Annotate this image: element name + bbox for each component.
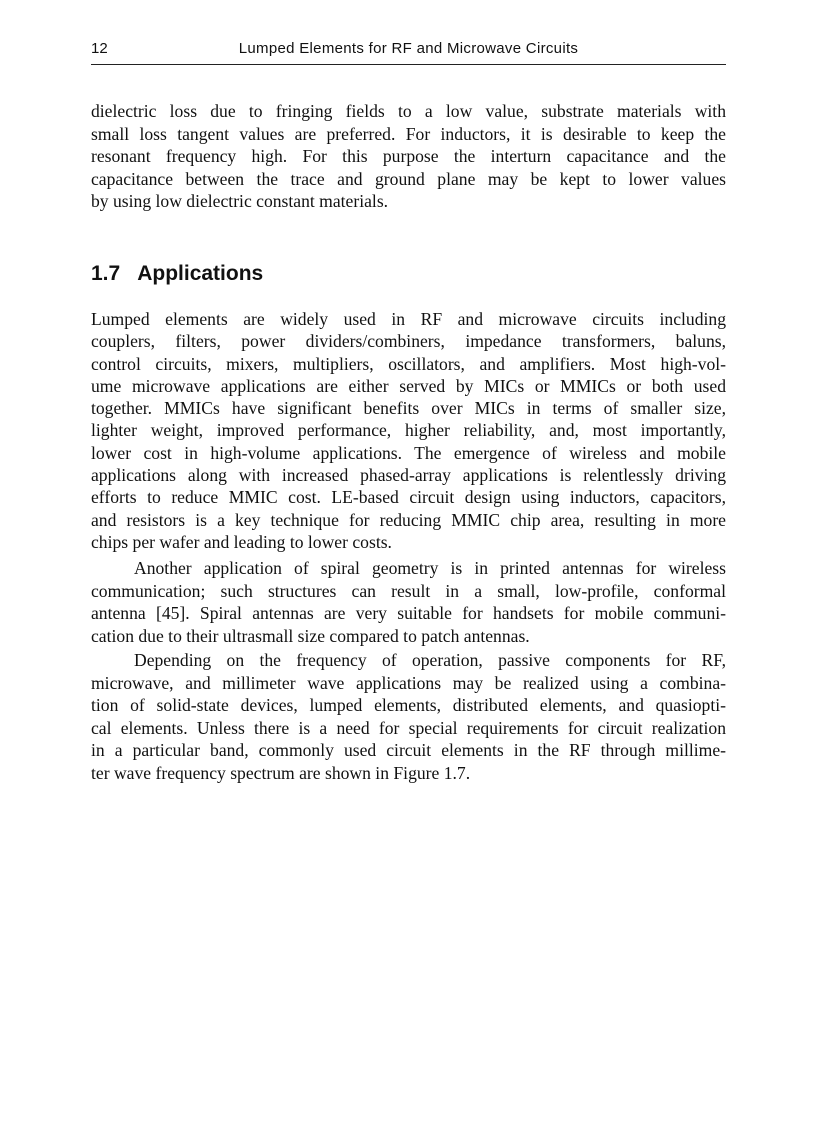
text-line: antenna [45]. Spiral antennas are very suitable for handsets for mobile communi- (91, 603, 726, 624)
text-line: couplers, filters, power dividers/combiners, impedance transformers, baluns, (91, 331, 726, 352)
running-title: Lumped Elements for RF and Microwave Circuits (238, 40, 579, 57)
text-line: capacitance between the trace and ground plane may be kept to lower values (91, 168, 726, 189)
paragraph-continued (91, 100, 726, 213)
text-line: lower cost in high-volume applications. The emergence of wireless and mobile (91, 442, 726, 463)
text-line: small loss tangent values are preferred. For inductors, it is desirable to keep the (91, 123, 726, 144)
text-line: ter wave frequency spectrum are shown in Figure 1.7. (91, 762, 471, 783)
text-line: ume microwave applications are either served by MICs or MMICs or both used (91, 375, 726, 396)
text-line: tion of solid-state devices, lumped elements, distributed elements, and quasiopti- (91, 695, 726, 716)
text-line: Depending on the frequency of operation, passive components for RF, (134, 650, 726, 670)
running-header (91, 40, 726, 62)
text-line: in a particular band, commonly used circuit elements in the RF through millime- (91, 740, 726, 761)
text-line: communication; such structures can result in a small, low-profile, conformal (91, 580, 726, 601)
text-line: control circuits, mixers, multipliers, oscillators, and amplifiers. Most high-vol- (91, 353, 726, 374)
section-title: Applications (137, 262, 264, 285)
text-line: dielectric loss due to fringing fields to a low value, substrate materials with (91, 101, 726, 121)
text-line: cation due to their ultrasmall size compared to patch antennas. (91, 625, 530, 646)
section-heading (91, 262, 263, 286)
text-line: efforts to reduce MMIC cost. LE-based circuit design using inductors, capacitors, (91, 487, 726, 508)
section-number: 1.7 (91, 262, 121, 285)
text-line: resonant frequency high. For this purpose the interturn capacitance and the (91, 146, 726, 167)
text-line: Another application of spiral geometry is in printed antennas for wireless (134, 558, 726, 578)
text-line: applications along with increased phased-array applications is relentlessly driving (91, 465, 726, 486)
paragraph (91, 308, 726, 553)
text-line: Lumped elements are widely used in RF and microwave circuits including (91, 309, 726, 329)
text-line: and resistors is a key technique for reducing MMIC chip area, resulting in more (91, 509, 726, 530)
paragraph (91, 557, 726, 647)
text-line: together. MMICs have significant benefits over MICs in terms of smaller size, (91, 398, 726, 419)
text-line: lighter weight, improved performance, higher reliability, and, most importantly, (91, 420, 726, 441)
header-rule (91, 64, 726, 65)
text-line: by using low dielectric constant materials. (91, 191, 389, 212)
text-line: cal elements. Unless there is a need for special requirements for circuit realization (91, 717, 726, 738)
text-line: chips per wafer and leading to lower costs. (91, 531, 392, 552)
paragraph (91, 649, 726, 785)
text-line: microwave, and millimeter wave applications may be realized using a combina- (91, 672, 726, 693)
page-number: 12 (91, 40, 108, 57)
